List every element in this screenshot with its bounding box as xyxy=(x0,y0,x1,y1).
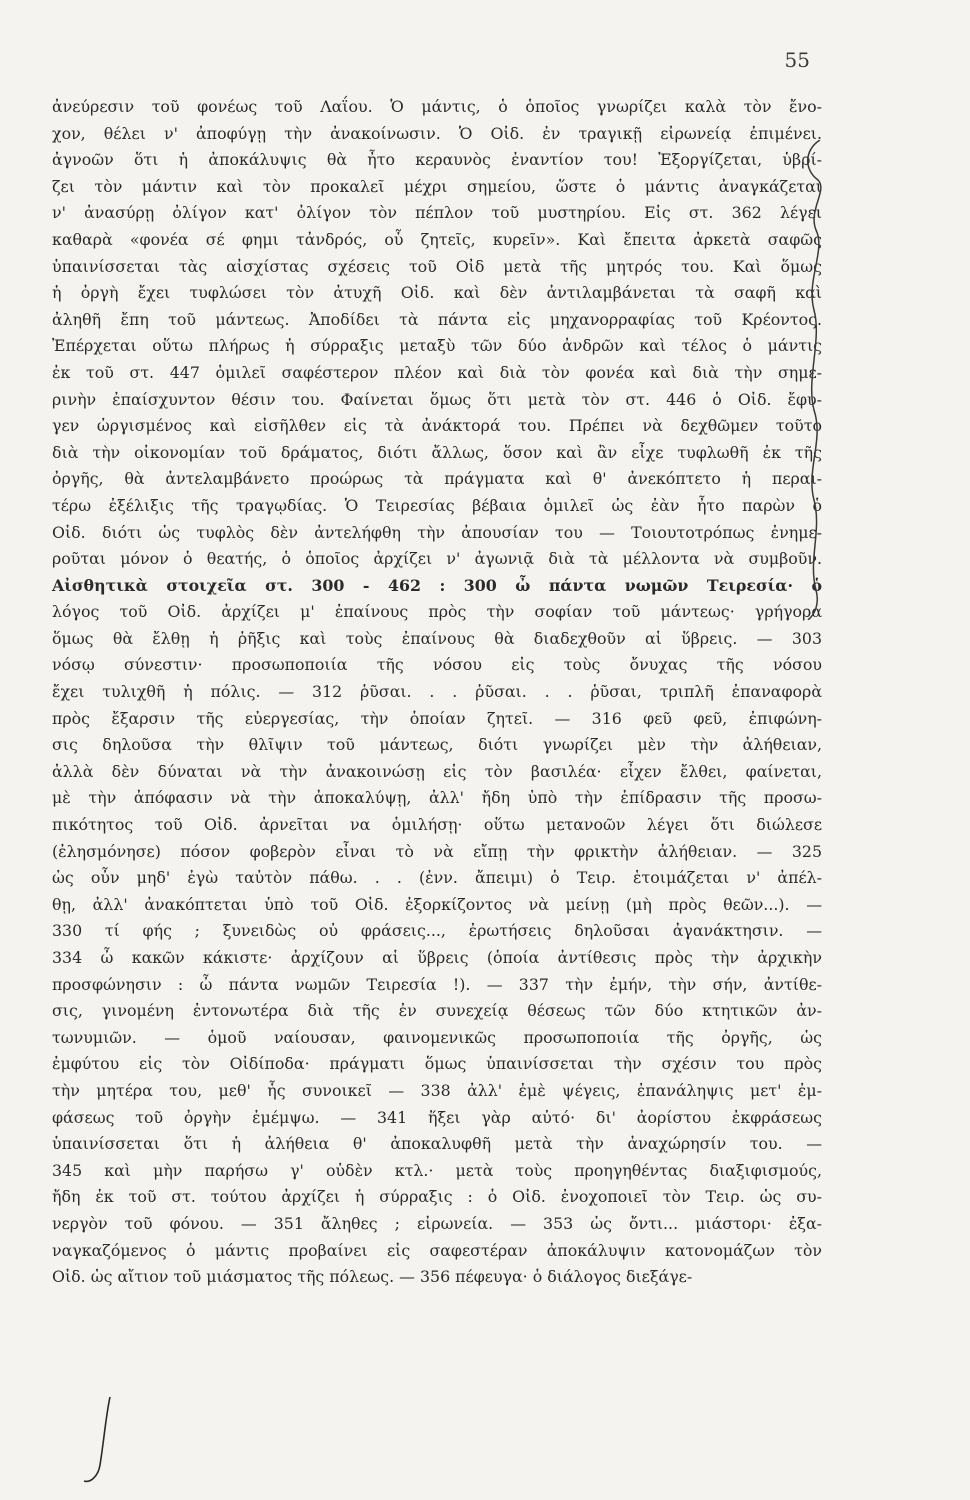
text-line: ἀνεύρεσιν τοῦ φονέως τοῦ Λαΐου. Ὁ μάντις, ὁ ὁποῖος γνωρίζει καλὰ τὸν ἔνο- xyxy=(52,97,822,116)
text-line: ὀργῆς, θὰ ἀντελαμβάνετο προώρως τὰ πράγματα καὶ θ' ἀνεκόπτετο ἡ περαι- xyxy=(52,469,822,489)
text-line: ἀλλὰ δὲν δύναται νὰ τὴν ἀνακοινώσῃ εἰς τὸν βασιλέα· εἶχεν ἔλθει, φαίνεται, xyxy=(52,761,822,781)
pen-mark xyxy=(80,1395,120,1485)
text-line: ὑπαινίσσεται τὰς αἰσχίστας σχέσεις τοῦ Οἰδ μετὰ τῆς μητρός του. Καὶ ὅμως xyxy=(52,256,822,276)
text-line: πικότητος τοῦ Οἰδ. ἀρνεῖται να ὁμιλήσῃ· οὕτω μετανοῶν λέγει ὅτι διώλεσε xyxy=(52,815,822,835)
text-line: διὰ τὴν οἰκονομίαν τοῦ δράματος, διότι ἄλλως, ὅσον καὶ ἂν εἶχε τυφλωθῆ ἐκ τῆς xyxy=(52,442,822,462)
text-line: 334 ὦ κακῶν κάκιστε· ἀρχίζουν αἱ ὕβρεις (ὁποία ἀντίθεσις πρὸς τὴν ἀρχικὴν xyxy=(52,948,822,967)
text-line: θῃ, ἀλλ' ἀνακόπτεται ὑπὸ τοῦ Οἰδ. ἐξορκίζοντος νὰ μείνῃ (μὴ πρὸς θεῶν...). — xyxy=(52,894,822,914)
text-line: ὑπαινίσσεται ὅτι ἡ ἀλήθεια θ' ἀποκαλυφθῆ μετὰ τὴν ἀναχώρησίν του. — xyxy=(52,1134,822,1154)
text-line: ναγκαζόμενος ὁ μάντις προβαίνει εἰς σαφεστέραν ἀποκάλυψιν κατονομάζων τὸν xyxy=(52,1240,822,1260)
text-line: λόγος τοῦ Οἰδ. ἀρχίζει μ' ἐπαίνους πρὸς τὴν σοφίαν τοῦ μάντεως· γρήγορα xyxy=(52,602,822,622)
page-number: 55 xyxy=(784,48,810,72)
text-line: σις δηλοῦσα τὴν θλῖψιν τοῦ μάντεως, διότι γνωρίζει μὲν τὴν ἀλήθειαν, xyxy=(52,735,822,755)
text-line: ρινὴν ἐπαίσχυντον θέσιν του. Φαίνεται ὅμως ὅτι μετὰ τὸν στ. 446 ὁ Οἰδ. ἔφυ- xyxy=(52,389,822,409)
text-line: ἡ ὀργὴ ἔχει τυφλώσει τὸν ἀτυχῆ Οἰδ. καὶ δὲν ἀντιλαμβάνεται τὰ σαφῆ καὶ xyxy=(52,283,822,303)
text-line: ἔχει τυλιχθῆ ἡ πόλις. — 312 ῥῦσαι. . . ῥῦσαι. . . ῥῦσαι, τριπλῆ ἐπαναφορὰ xyxy=(52,682,822,702)
section-heading-line: Αἰσθητικὰ στοιχεῖα στ. 300 - 462 : 300 ὦ πάντα νωμῶν Τειρεσία· ὁ xyxy=(52,575,822,595)
text-line: τωνυμιῶν. — ὁμοῦ ναίουσαν, φαινομενικῶς προσωποποιία τῆς ὀργῆς, ὡς xyxy=(52,1027,822,1047)
text-line: ἀληθῆ ἔπη τοῦ μάντεως. Ἀποδίδει τὰ πάντα εἰς μηχανορραφίας τοῦ Κρέοντος. xyxy=(52,309,822,329)
text-line: ροῦται μόνον ὁ θεατής, ὁ ὁποῖος ἀρχίζει ν' ἀγωνιᾷ διὰ τὰ μέλλοντα νὰ συμβοῦν. xyxy=(52,549,822,569)
text-line: χον, θέλει ν' ἀποφύγῃ τὴν ἀνακοίνωσιν. Ὁ Οἰδ. ἐν τραγικῇ εἰρωνείᾳ ἐπιμένει. xyxy=(52,123,822,143)
text-line: πρὸς ἔξαρσιν τῆς εὐεργεσίας, τὴν ὁποίαν ζητεῖ. — 316 φεῦ φεῦ, ἐπιφώνη- xyxy=(52,708,822,728)
text-line: τέρω ἐξέλιξις τῆς τραγῳδίας. Ὁ Τειρεσίας βέβαια ὁμιλεῖ ὡς ἐὰν ἦτο παρὼν ὁ xyxy=(52,495,822,515)
text-line: 345 καὶ μὴν παρήσω γ' οὐδὲν κτλ.· μετὰ τοὺς προηγηθέντας διαξιφισμούς, xyxy=(52,1160,822,1180)
text-line: (ἐλησμόνησε) πόσον φοβερὸν εἶναι τὸ νὰ εἴπῃ τὴν φρικτὴν ἀλήθειαν. — 325 xyxy=(52,841,822,861)
text-line: γεν ὠργισμένος καὶ εἰσῆλθεν εἰς τὰ ἀνάκτορά του. Πρέπει νὰ δεχθῶμεν τοῦτο xyxy=(52,416,822,436)
body-text xyxy=(52,94,822,1291)
text-line: ζει τὸν μάντιν καὶ τὸν προκαλεῖ μέχρι σημείου, ὥστε ὁ μάντις ἀναγκάζεται xyxy=(52,176,822,196)
text-line: νόσῳ σύνεστιν· προσωποποιία τῆς νόσου εἰς τοὺς ὄνυχας τῆς νόσου xyxy=(52,655,822,675)
text-line: Οἰδ. ὡς αἴτιον τοῦ μιάσματος τῆς πόλεως. — 356 πέφευγα· ὁ διάλογος διεξάγε- xyxy=(52,1267,693,1287)
text-line: ὡς οὖν μηδ' ἐγὼ ταὐτὸν πάθω. . . (ἐνν. ἄπειμι) ὁ Τειρ. ἑτοιμάζεται ν' ἀπέλ- xyxy=(52,868,822,888)
text-line: Ἐπέρχεται οὕτω πλήρως ἡ σύρραξις μεταξὺ τῶν δύο ἀνδρῶν καὶ τέλος ὁ μάντις xyxy=(52,336,822,356)
text-line: τὴν μητέρα του, μεθ' ἧς συνοικεῖ — 338 ἀλλ' ἐμὲ ψέγεις, ἐπανάληψις μετ' ἐμ- xyxy=(52,1080,822,1100)
text-line: ν' ἀνασύρῃ ὀλίγον κατ' ὀλίγον τὸν πέπλον τοῦ μυστηρίου. Εἰς στ. 362 λέγει xyxy=(52,203,822,223)
text-line: Οἰδ. διότι ὡς τυφλὸς δὲν ἀντελήφθη τὴν ἀπουσίαν του — Τοιουτοτρόπως ἐνημε- xyxy=(52,522,822,542)
text-line: προσφώνησιν : ὦ πάντα νωμῶν Τειρεσία !). — 337 τὴν ἐμήν, τὴν σήν, ἀντίθε- xyxy=(52,974,822,994)
text-line: σις, γινομένη ἐντονωτέρα διὰ τῆς ἐν συνεχείᾳ θέσεως τῶν δύο κτητικῶν ἀν- xyxy=(52,1001,822,1021)
text-line: ἀγνοῶν ὅτι ἡ ἀποκάλυψις θὰ ἦτο κεραυνὸς ἐναντίον του! Ἐξοργίζεται, ὑβρί- xyxy=(52,150,822,170)
text-line: ἐμφύτου εἰς τὸν Οἰδίποδα· πράγματι ὅμως ὑπαινίσσεται τὴν σχέσιν του πρὸς xyxy=(52,1054,822,1074)
text-line: καθαρὰ «φονέα σέ φημι τἀνδρός, οὗ ζητεῖς, κυρεῖν». Καὶ ἔπειτα ἀρκετὰ σαφῶς xyxy=(52,229,822,249)
text-line: ἐκ τοῦ στ. 447 ὁμιλεῖ σαφέστερον πλέον καὶ διὰ τὸν φονέα καὶ διὰ τὴν σημε- xyxy=(52,362,822,382)
text-line: φάσεως τοῦ ὀργὴν ἐμέμψω. — 341 ἥξει γὰρ αὐτό· δι' ἀορίστου ἐκφράσεως xyxy=(52,1107,822,1127)
text-line: μὲ τὴν ἀπόφασιν νὰ τὴν ἀποκαλύψῃ, ἀλλ' ἤδη ὑπὸ τὴν ἐπίδρασιν τῆς προσω- xyxy=(52,788,822,808)
text-line: νεργὸν τοῦ φόνου. — 351 ἄληθες ; εἰρωνεία. — 353 ὡς ὄντι... μιάστορι· ἐξα- xyxy=(52,1213,822,1233)
margin-bracket-mark xyxy=(800,140,830,620)
text-line: 330 τί φής ; ξυνειδὼς οὐ φράσεις..., ἐρωτήσεις δηλοῦσαι ἀγανάκτησιν. — xyxy=(52,921,822,941)
text-line: ἤδη ἐκ τοῦ στ. τούτου ἀρχίζει ἡ σύρραξις : ὁ Οἰδ. ἐνοχοποιεῖ τὸν Τειρ. ὡς συ- xyxy=(52,1187,822,1207)
text-line: ὅμως θὰ ἔλθῃ ἡ ῥῆξις καὶ τοὺς ἐπαίνους θὰ διαδεχθοῦν αἱ ὕβρεις. — 303 xyxy=(52,628,822,648)
